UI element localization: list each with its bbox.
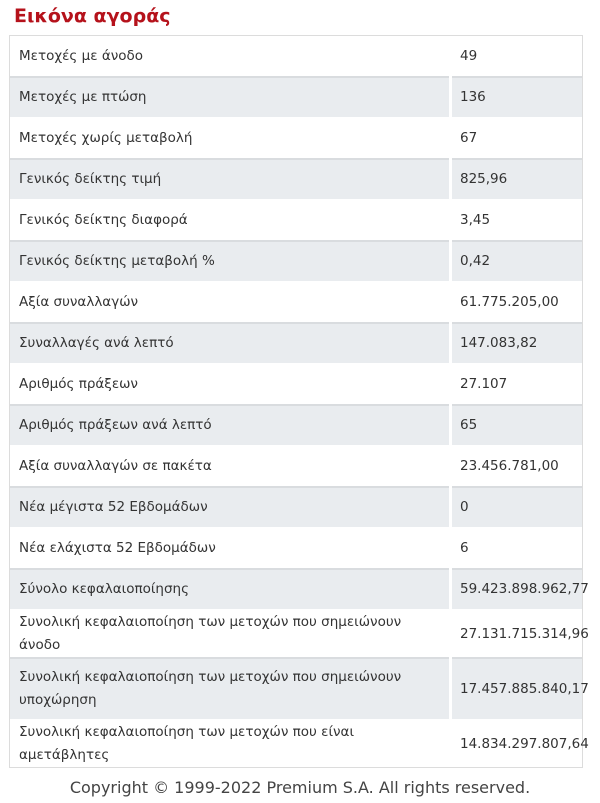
- table-row: [10, 528, 582, 569]
- row-label: Μετοχές χωρίς μεταβολή: [10, 118, 451, 159]
- row-value: 14.834.297.807,64: [451, 720, 583, 767]
- row-label: Αριθμός πράξεων: [10, 364, 451, 405]
- row-label: Μετοχές με άνοδο: [10, 36, 451, 77]
- row-label: Γενικός δείκτης μεταβολή %: [10, 241, 451, 282]
- row-value: 67: [451, 118, 583, 159]
- table-row: [10, 282, 582, 323]
- table-row: [10, 405, 582, 446]
- table-row: [10, 658, 582, 720]
- copyright-footer: Copyright © 1999-2022 Premium S.A. All rights reserved.: [69, 778, 531, 797]
- row-label: Μετοχές με πτώση: [10, 77, 451, 118]
- row-value: 61.775.205,00: [451, 282, 583, 323]
- row-label: Γενικός δείκτης διαφορά: [10, 200, 451, 241]
- row-value: 27.107: [451, 364, 583, 405]
- table-row: [10, 77, 582, 118]
- row-value: 0: [451, 487, 583, 528]
- table-row: [10, 159, 582, 200]
- table-row: [10, 569, 582, 610]
- table-row: [10, 323, 582, 364]
- table-row: [10, 200, 582, 241]
- row-label: Συναλλαγές ανά λεπτό: [10, 323, 451, 364]
- row-value: 17.457.885.840,17: [451, 658, 583, 720]
- row-value: 147.083,82: [451, 323, 583, 364]
- row-value: 23.456.781,00: [451, 446, 583, 487]
- row-value: 6: [451, 528, 583, 569]
- table-row: [10, 446, 582, 487]
- row-value: 0,42: [451, 241, 583, 282]
- table-row: [10, 364, 582, 405]
- row-label: Αριθμός πράξεων ανά λεπτό: [10, 405, 451, 446]
- row-label: Συνολική κεφαλαιοποίηση των μετοχών που είναι αμετάβλητες: [10, 720, 451, 767]
- row-value: 49: [451, 36, 583, 77]
- table-row: [10, 610, 582, 658]
- table-row: [10, 487, 582, 528]
- row-value: 136: [451, 77, 583, 118]
- row-label: Συνολική κεφαλαιοποίηση των μετοχών που σημειώνουν υποχώρηση: [10, 658, 451, 720]
- row-label: Σύνολο κεφαλαιοποίησης: [10, 569, 451, 610]
- table-row: [10, 36, 582, 77]
- row-value: 65: [451, 405, 583, 446]
- row-label: Νέα μέγιστα 52 Εβδομάδων: [10, 487, 451, 528]
- row-value: 59.423.898.962,77: [451, 569, 583, 610]
- row-value: 27.131.715.314,96: [451, 610, 583, 658]
- page-title: Εικόνα αγοράς: [14, 5, 171, 27]
- table-row: [10, 720, 582, 767]
- row-value: 3,45: [451, 200, 583, 241]
- row-label: Γενικός δείκτης τιμή: [10, 159, 451, 200]
- row-label: Νέα ελάχιστα 52 Εβδομάδων: [10, 528, 451, 569]
- table-row: [10, 118, 582, 159]
- table-row: [10, 241, 582, 282]
- market-overview-table: [9, 35, 589, 768]
- row-label: Αξία συναλλαγών: [10, 282, 451, 323]
- row-label: Συνολική κεφαλαιοποίηση των μετοχών που σημειώνουν άνοδο: [10, 610, 451, 658]
- row-value: 825,96: [451, 159, 583, 200]
- row-label: Αξία συναλλαγών σε πακέτα: [10, 446, 451, 487]
